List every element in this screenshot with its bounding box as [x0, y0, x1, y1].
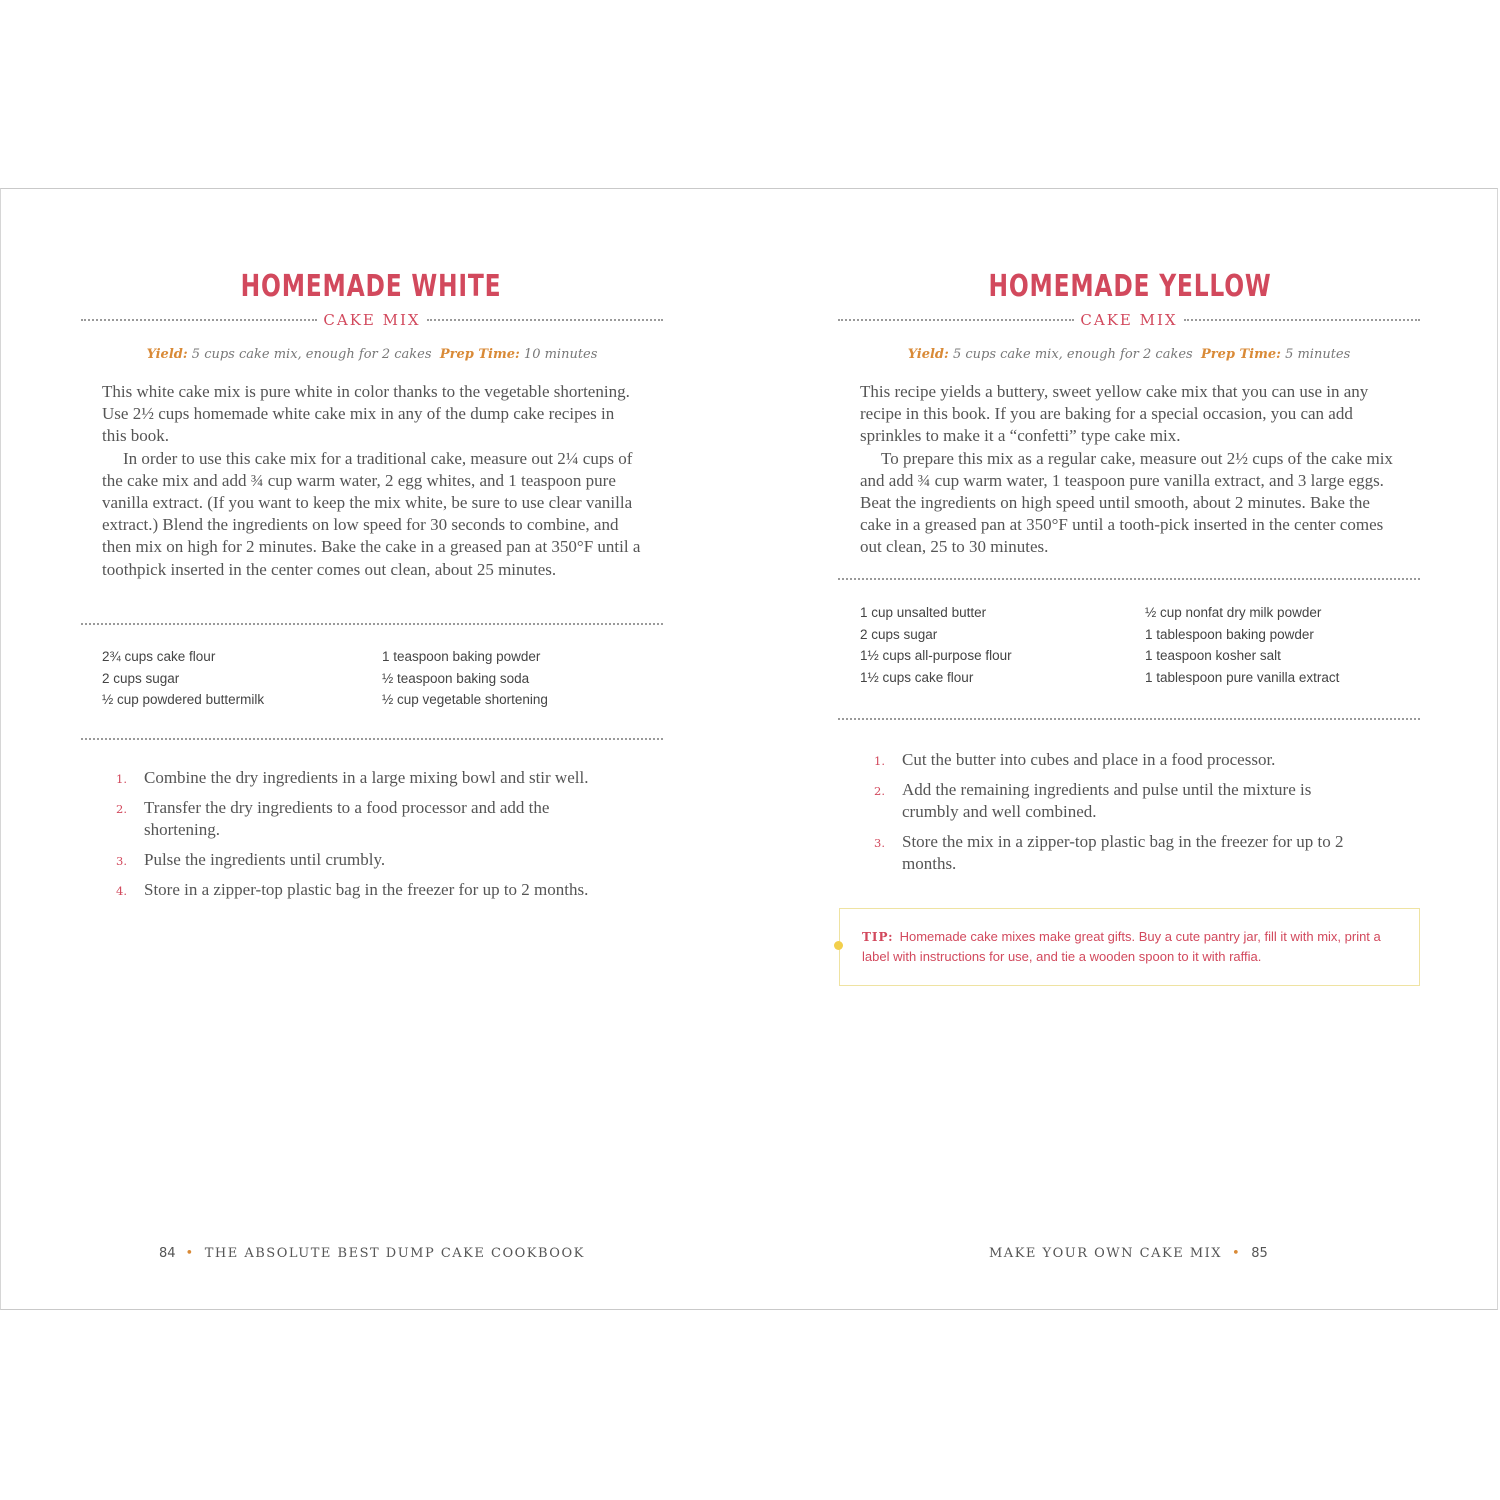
- step-text: Store the mix in a zipper-top plastic bag in the freezer for up to 2 months.: [902, 832, 1344, 873]
- dotted-rule: [838, 718, 1420, 720]
- step-text: Pulse the ingredients until crumbly.: [144, 850, 386, 869]
- recipe-meta: [838, 347, 1420, 362]
- yield-label: Yield:: [907, 347, 949, 362]
- subtitle-row: [838, 311, 1420, 329]
- ingredient-item: ½ teaspoon baking soda: [382, 670, 530, 686]
- ingredient-item: 2¾ cups cake flour: [102, 649, 216, 664]
- ingredient-item: ½ cup vegetable shortening: [382, 692, 548, 707]
- ingredient-list: [102, 649, 662, 707]
- tip-marker: [834, 941, 843, 950]
- prep-value: 5 minutes: [1285, 347, 1351, 362]
- step-number: 2.: [116, 802, 127, 816]
- tip-box: [839, 908, 1420, 986]
- list-item: [102, 849, 602, 871]
- page-number: 85: [1251, 1246, 1268, 1261]
- yield-value: 5 cups cake mix, enough for 2 cakes: [191, 347, 432, 362]
- page-footer: [989, 1246, 1268, 1261]
- step-text: Add the remaining ingredients and pulse until the mixture is crumbly and well combined.: [902, 780, 1312, 821]
- prep-label: Prep Time:: [1200, 347, 1281, 362]
- ingredient-item: 1 tablespoon pure vanilla extract: [1145, 669, 1340, 685]
- step-number: 3.: [116, 854, 127, 868]
- ingredient-item: ½ cup powdered buttermilk: [102, 692, 265, 707]
- dotted-rule: [1184, 319, 1420, 321]
- ingredient-item: 1½ cups cake flour: [860, 669, 974, 685]
- step-list: [102, 767, 602, 909]
- ingredient-item: 2 cups sugar: [102, 670, 180, 686]
- subtitle-row: [81, 311, 663, 329]
- intro-paragraph: This recipe yields a buttery, sweet yellow cake mix that you can use in any recipe in this book. If you are baking for a special occasion, you can add sprinkles to make it a “confetti” type cake mix.: [860, 382, 1369, 446]
- ingredient-item: ½ cup nonfat dry milk powder: [1145, 605, 1322, 620]
- yield-label: Yield:: [146, 347, 188, 362]
- ingredient-item: 1 teaspoon baking powder: [382, 649, 541, 664]
- step-number: 2.: [874, 784, 885, 798]
- recipe-title: HOMEMADE WHITE: [240, 269, 502, 304]
- prep-label: Prep Time:: [439, 347, 520, 362]
- yield-value: 5 cups cake mix, enough for 2 cakes: [952, 347, 1193, 362]
- step-list: [860, 749, 1370, 883]
- dotted-rule: [838, 319, 1074, 321]
- dotted-rule: [81, 738, 663, 740]
- ingredient-item: 1 cup unsalted butter: [860, 605, 987, 620]
- intro-paragraph: This white cake mix is pure white in color thanks to the vegetable shortening. Use 2½ cups homemade white cake mix in any of the dump cake recipes in this book.: [102, 382, 630, 446]
- recipe-subtitle: CAKE MIX: [1080, 311, 1178, 329]
- step-text: Cut the butter into cubes and place in a food processor.: [902, 750, 1276, 769]
- recipe-intro: [102, 381, 642, 581]
- dotted-rule: [81, 319, 317, 321]
- page-number: 84: [159, 1246, 176, 1261]
- recipe-title: HOMEMADE YELLOW: [988, 269, 1272, 304]
- step-number: 1.: [874, 754, 885, 768]
- intro-paragraph: In order to use this cake mix for a traditional cake, measure out 2¼ cups of the cake mix and add ¾ cup warm water, 2 egg whites, and 1 teaspoon pure vanilla extract. (If you want to keep the mix white, be sure to use clear vanilla extract.) Blend the ingredients on low speed for 30 seconds to combine, and then mix on high for 2 minutes. Bake the cake in a greased pan at 350°F until a toothpick inserted in the center comes out clean, about 25 minutes.: [102, 448, 641, 579]
- ingredient-item: 1 tablespoon baking powder: [1145, 626, 1314, 642]
- running-title: THE ABSOLUTE BEST DUMP CAKE COOKBOOK: [204, 1246, 585, 1261]
- ingredient-item: 1 teaspoon kosher salt: [1145, 648, 1281, 663]
- step-text: Transfer the dry ingredients to a food processor and add the shortening.: [144, 798, 550, 839]
- dotted-rule: [427, 319, 663, 321]
- intro-paragraph: To prepare this mix as a regular cake, measure out 2½ cups of the cake mix and add ¾ cup warm water, 1 teaspoon pure vanilla extract, and 3 large eggs. Beat the ingredients on high speed until smooth, about 2 minutes. Bake the cake in a greased pan at 350°F until a tooth-pick inserted in the center comes out clean, 25 to 30 minutes.: [860, 448, 1393, 557]
- list-item: [102, 879, 602, 901]
- step-text: Store in a zipper-top plastic bag in the freezer for up to 2 months.: [144, 880, 589, 899]
- ingredient-list: [860, 605, 1430, 685]
- list-item: [860, 749, 1370, 771]
- ingredient-item: 1½ cups all-purpose flour: [860, 648, 1012, 663]
- page-footer: [159, 1246, 585, 1261]
- right-page: [750, 189, 1499, 1309]
- prep-value: 10 minutes: [523, 347, 598, 362]
- book-spread: [0, 188, 1498, 1310]
- list-item: [102, 767, 602, 789]
- recipe-meta: [81, 347, 663, 362]
- left-page: [1, 189, 750, 1309]
- tip-text: Homemade cake mixes make great gifts. Buy a cute pantry jar, fill it with mix, print a label with instructions for use, and tie a wooden spoon to it with raffia.: [862, 929, 1381, 964]
- ingredient-item: 2 cups sugar: [860, 626, 938, 642]
- list-item: [860, 779, 1370, 823]
- list-item: [860, 831, 1370, 875]
- step-number: 3.: [874, 836, 885, 850]
- step-number: 1.: [116, 772, 127, 786]
- tip-label: TIP:: [862, 930, 894, 944]
- list-item: [102, 797, 602, 841]
- running-title: MAKE YOUR OWN CAKE MIX: [989, 1246, 1223, 1261]
- dotted-rule: [838, 578, 1420, 580]
- bullet-separator: •: [185, 1246, 195, 1261]
- step-text: Combine the dry ingredients in a large mixing bowl and stir well.: [144, 768, 589, 787]
- dotted-rule: [81, 623, 663, 625]
- recipe-subtitle: CAKE MIX: [323, 311, 421, 329]
- recipe-intro: [860, 381, 1405, 559]
- step-number: 4.: [116, 884, 127, 898]
- bullet-separator: •: [1232, 1246, 1242, 1261]
